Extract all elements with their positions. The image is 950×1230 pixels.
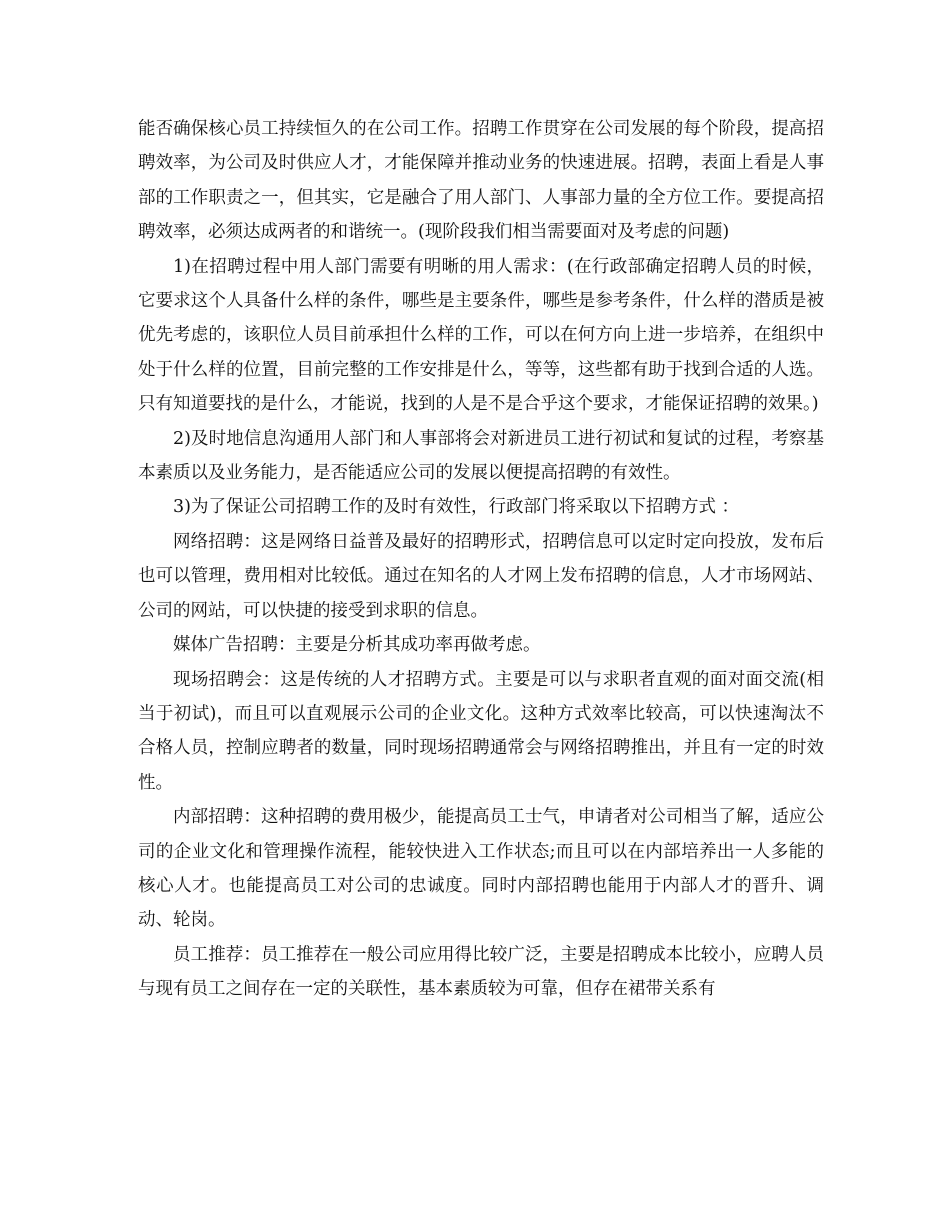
paragraph-job-fair: 现场招聘会：这是传统的人才招聘方式。主要是可以与求职者直观的面对面交流(相当于初试)，而且可以直观展示公司的企业文化。这种方式效率比较高，可以快速淘汰不合格人员，控制应聘者的数量，同时现场招聘通常会与网络招聘推出，并且有一定的时效性。 bbox=[138, 669, 824, 793]
document-body bbox=[138, 112, 824, 1007]
paragraph-employee-referral: 员工推荐：员工推荐在一般公司应用得比较广泛，主要是招聘成本比较小，应聘人员与现有员工之间存在一定的关联性，基本素质较为可靠，但存在裙带关系有 bbox=[138, 944, 824, 1000]
paragraph-online-recruiting: 网络招聘：这是网络日益普及最好的招聘形式，招聘信息可以定时定向投放，发布后也可以管理，费用相对比较低。通过在知名的人才网上发布招聘的信息，人才市场网站、公司的网站，可以快捷的接受到求职的信息。 bbox=[138, 531, 824, 621]
paragraph-intro: 能否确保核心员工持续恒久的在公司工作。招聘工作贯穿在公司发展的每个阶段，提高招聘效率，为公司及时供应人才，才能保障并推动业务的快速进展。招聘，表面上看是人事部的工作职责之一，但其实，它是融合了用人部门、人事部力量的全方位工作。要提高招聘效率，必须达成两者的和谐统一。(现阶段我们相当需要面对及考虑的问题) bbox=[138, 119, 824, 243]
paragraph-media-recruiting: 媒体广告招聘：主要是分析其成功率再做考虑。 bbox=[173, 635, 541, 656]
paragraph-point-2: 2)及时地信息沟通用人部门和人事部将会对新进员工进行初试和复试的过程，考察基本素质以及业务能力，是否能适应公司的发展以便提高招聘的有效性。 bbox=[138, 428, 824, 484]
paragraph-point-1: 1)在招聘过程中用人部门需要有明晰的用人需求：(在行政部确定招聘人员的时候，它要求这个人具备什么样的条件，哪些是主要条件，哪些是参考条件，什么样的潜质是被优先考虑的，该职位人员目前承担什么样的工作，可以在何方向上进一步培养，在组织中处于什么样的位置，目前完整的工作安排是什么，等等，这些都有助于找到合适的人选。只有知道要找的是什么，才能说，找到的人是不是合乎这个要求，才能保证招聘的效果。) bbox=[138, 256, 824, 415]
paragraph-internal-recruiting: 内部招聘：这种招聘的费用极少，能提高员工士气，申请者对公司相当了解，适应公司的企业文化和管理操作流程，能较快进入工作状态;而且可以在内部培养出一人多能的核心人才。也能提高员工对公司的忠诚度。同时内部招聘也能用于内部人才的晋升、调动、轮岗。 bbox=[138, 807, 824, 931]
paragraph-point-3: 3)为了保证公司招聘工作的及时有效性，行政部门将采取以下招聘方式 ： bbox=[173, 497, 740, 518]
